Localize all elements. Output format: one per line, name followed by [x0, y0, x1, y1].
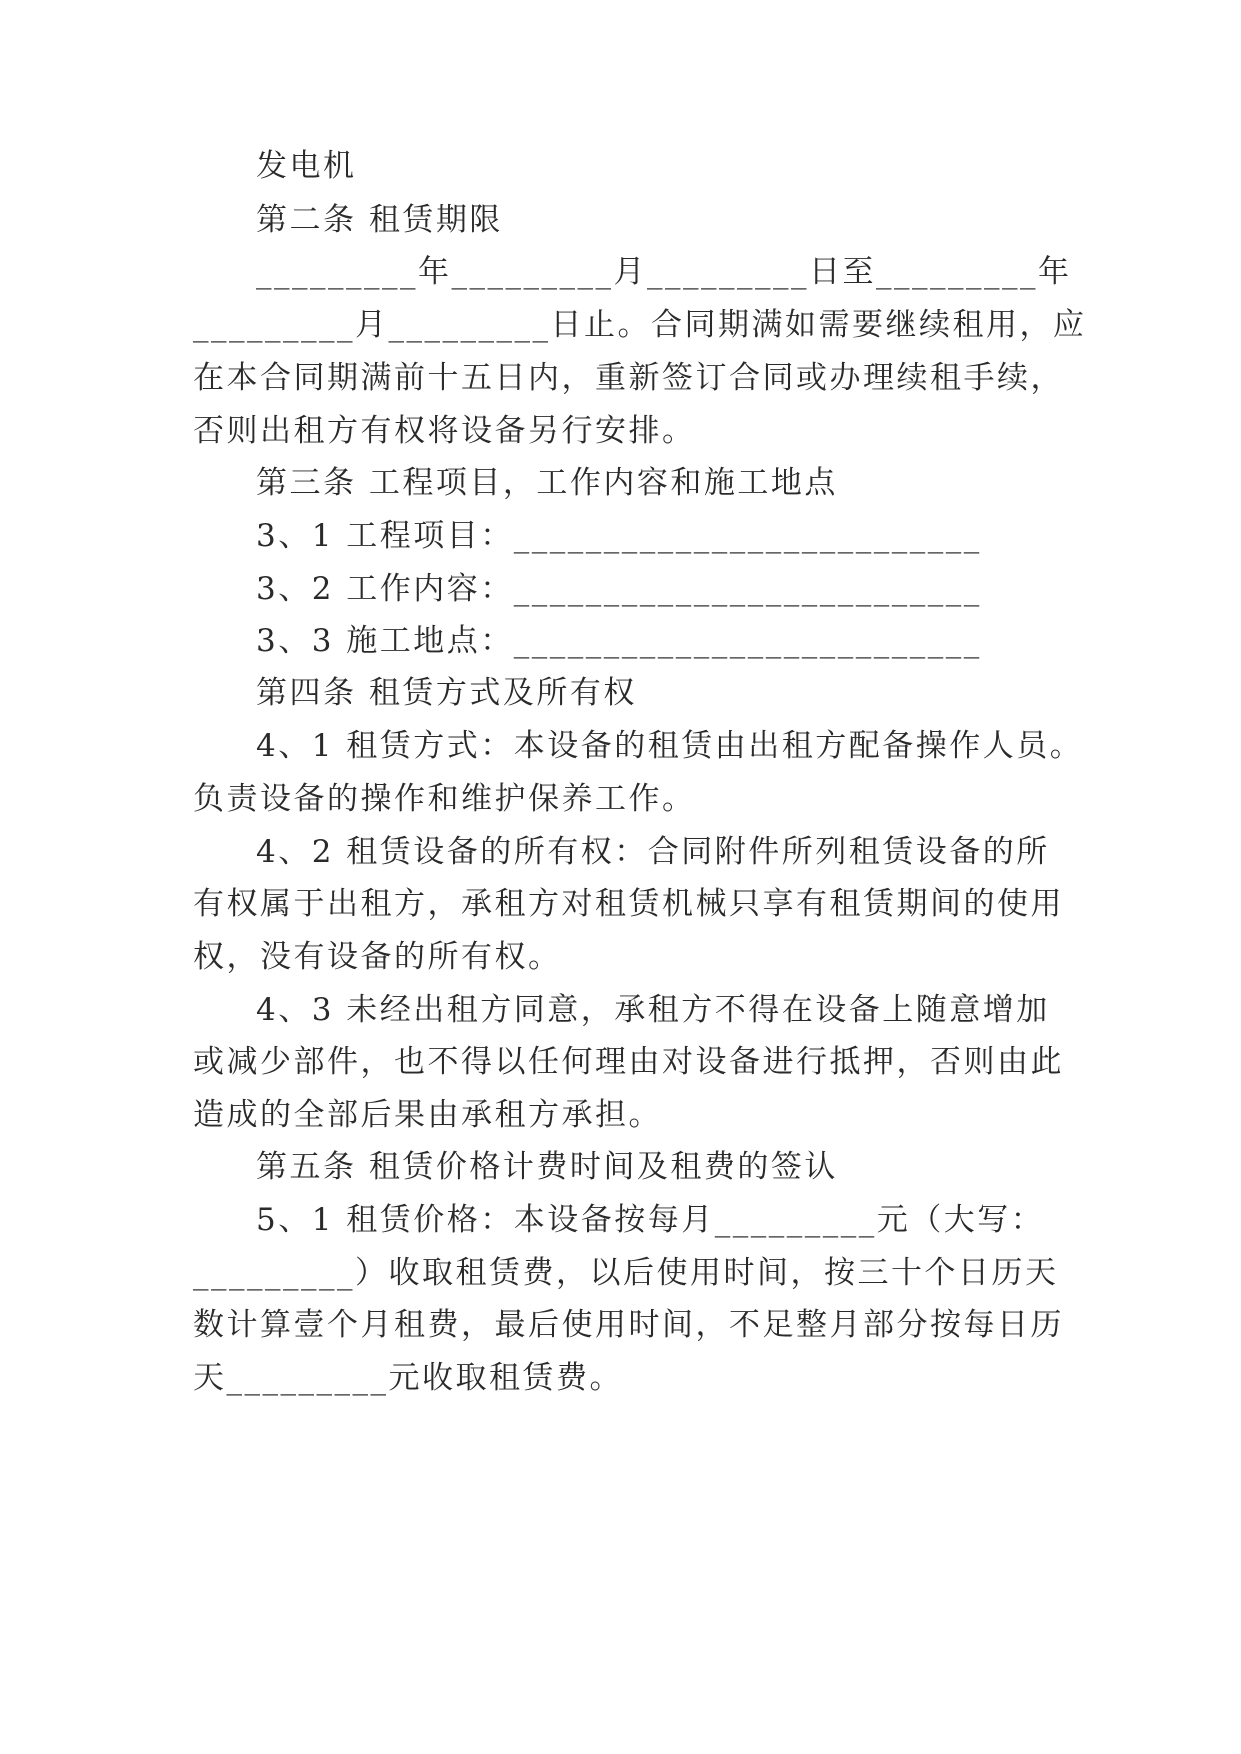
text-line: 负责设备的操作和维护保养工作。 [193, 781, 696, 817]
text-line: 3、2 工作内容：__________________________ [256, 571, 982, 607]
text-line: 发电机 [256, 148, 357, 184]
text-line: _________年_________月_________日至_________年 [256, 254, 1072, 290]
text-line: 天_________元收取租赁费。 [193, 1360, 623, 1396]
section-heading: 第二条 租赁期限 [256, 202, 503, 238]
text-line: 3、1 工程项目：__________________________ [256, 518, 982, 554]
section-heading: 第四条 租赁方式及所有权 [256, 675, 637, 711]
text-line: 4、2 租赁设备的所有权：合同附件所列租赁设备的所 [256, 834, 1050, 870]
text-line: 在本合同期满前十五日内，重新签订合同或办理续租手续， [193, 360, 1064, 396]
text-line: 否则出租方有权将设备另行安排。 [193, 413, 696, 449]
text-line: 权，没有设备的所有权。 [193, 939, 562, 975]
text-line: _________）收取租赁费，以后使用时间，按三十个日历天 [193, 1255, 1059, 1291]
section-heading: 第五条 租赁价格计费时间及租费的签认 [256, 1149, 838, 1185]
section-heading: 第三条 工程项目，工作内容和施工地点 [256, 465, 838, 501]
text-line: 5、1 租赁价格：本设备按每月_________元（大写： [256, 1202, 1045, 1238]
text-line: 数计算壹个月租费，最后使用时间，不足整月部分按每日历 [193, 1307, 1064, 1343]
text-line: 有权属于出租方，承租方对租赁机械只享有租赁期间的使用 [193, 886, 1064, 922]
text-line: 造成的全部后果由承租方承担。 [193, 1097, 662, 1133]
text-line: 或减少部件，也不得以任何理由对设备进行抵押，否则由此 [193, 1044, 1064, 1080]
text-line: 3、3 施工地点：__________________________ [256, 623, 982, 659]
text-line: 4、1 租赁方式：本设备的租赁由出租方配备操作人员。 [256, 728, 1084, 764]
text-line: 4、3 未经出租方同意，承租方不得在设备上随意增加 [256, 992, 1050, 1028]
text-line: _________月_________日止。合同期满如需要继续租用，应 [193, 307, 1087, 343]
